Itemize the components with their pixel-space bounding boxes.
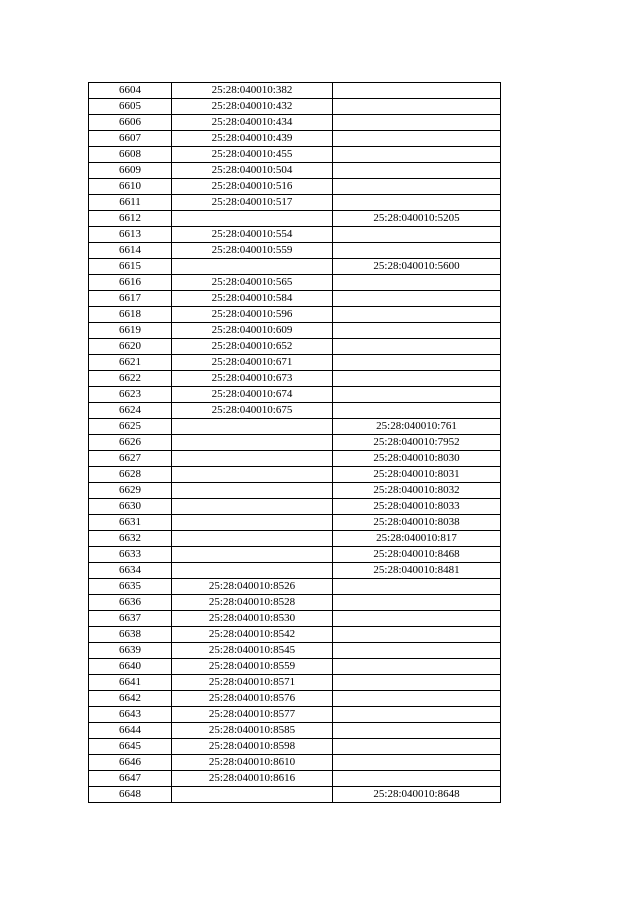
cadastral-number-alt-cell (333, 163, 501, 179)
table-row (89, 275, 501, 291)
cadastral-number-alt-cell (333, 227, 501, 243)
row-number-cell: 6630 (89, 499, 172, 515)
cadastral-number-alt-cell (333, 771, 501, 787)
cadastral-number-cell: 25:28:040010:8598 (172, 739, 333, 755)
cadastral-number-cell (172, 515, 333, 531)
cadastral-number-alt-cell (333, 115, 501, 131)
cadastral-number-alt-cell (333, 291, 501, 307)
cadastral-number-alt-cell (333, 675, 501, 691)
cadastral-number-cell: 25:28:040010:652 (172, 339, 333, 355)
table-row (89, 83, 501, 99)
row-number-cell: 6633 (89, 547, 172, 563)
table-row (89, 579, 501, 595)
cadastral-number-alt-cell: 25:28:040010:5600 (333, 259, 501, 275)
row-number-cell: 6627 (89, 451, 172, 467)
cadastral-number-alt-cell (333, 755, 501, 771)
cadastral-number-cell: 25:28:040010:8571 (172, 675, 333, 691)
cadastral-number-alt-cell (333, 595, 501, 611)
table-row (89, 323, 501, 339)
cadastral-number-cell: 25:28:040010:675 (172, 403, 333, 419)
cadastral-number-alt-cell: 25:28:040010:8031 (333, 467, 501, 483)
row-number-cell: 6637 (89, 611, 172, 627)
row-number-cell: 6647 (89, 771, 172, 787)
table-row (89, 627, 501, 643)
cadastral-number-cell: 25:28:040010:8526 (172, 579, 333, 595)
cadastral-number-cell: 25:28:040010:8542 (172, 627, 333, 643)
row-number-cell: 6631 (89, 515, 172, 531)
table-row (89, 163, 501, 179)
cadastral-number-alt-cell (333, 723, 501, 739)
row-number-cell: 6620 (89, 339, 172, 355)
row-number-cell: 6622 (89, 371, 172, 387)
cadastral-number-cell: 25:28:040010:8545 (172, 643, 333, 659)
table-row (89, 339, 501, 355)
cadastral-number-cell: 25:28:040010:609 (172, 323, 333, 339)
row-number-cell: 6629 (89, 483, 172, 499)
row-number-cell: 6625 (89, 419, 172, 435)
row-number-cell: 6607 (89, 131, 172, 147)
cadastral-number-cell: 25:28:040010:554 (172, 227, 333, 243)
cadastral-number-alt-cell (333, 387, 501, 403)
table-row (89, 371, 501, 387)
cadastral-number-alt-cell (333, 275, 501, 291)
table-row (89, 563, 501, 579)
row-number-cell: 6617 (89, 291, 172, 307)
cadastral-number-cell: 25:28:040010:671 (172, 355, 333, 371)
row-number-cell: 6610 (89, 179, 172, 195)
row-number-cell: 6608 (89, 147, 172, 163)
table-row (89, 179, 501, 195)
table-row (89, 115, 501, 131)
table-row (89, 355, 501, 371)
cadastral-number-alt-cell (333, 195, 501, 211)
cadastral-number-cell: 25:28:040010:517 (172, 195, 333, 211)
cadastral-number-alt-cell: 25:28:040010:5205 (333, 211, 501, 227)
cadastral-number-alt-cell: 25:28:040010:7952 (333, 435, 501, 451)
row-number-cell: 6613 (89, 227, 172, 243)
cadastral-number-alt-cell (333, 611, 501, 627)
row-number-cell: 6609 (89, 163, 172, 179)
cadastral-number-alt-cell (333, 627, 501, 643)
row-number-cell: 6616 (89, 275, 172, 291)
row-number-cell: 6618 (89, 307, 172, 323)
cadastral-number-alt-cell (333, 339, 501, 355)
cadastral-number-alt-cell (333, 131, 501, 147)
cadastral-number-alt-cell (333, 659, 501, 675)
cadastral-number-cell (172, 787, 333, 803)
row-number-cell: 6606 (89, 115, 172, 131)
cadastral-number-alt-cell: 25:28:040010:8481 (333, 563, 501, 579)
row-number-cell: 6644 (89, 723, 172, 739)
cadastral-number-alt-cell (333, 691, 501, 707)
table-row (89, 675, 501, 691)
cadastral-number-cell: 25:28:040010:8577 (172, 707, 333, 723)
cadastral-number-cell (172, 451, 333, 467)
cadastral-number-alt-cell: 25:28:040010:817 (333, 531, 501, 547)
cadastral-number-alt-cell (333, 579, 501, 595)
row-number-cell: 6605 (89, 99, 172, 115)
cadastral-number-alt-cell (333, 83, 501, 99)
cadastral-number-cell: 25:28:040010:504 (172, 163, 333, 179)
cadastral-number-alt-cell: 25:28:040010:8038 (333, 515, 501, 531)
cadastral-number-alt-cell (333, 179, 501, 195)
cadastral-number-alt-cell: 25:28:040010:8648 (333, 787, 501, 803)
row-number-cell: 6626 (89, 435, 172, 451)
table-row (89, 403, 501, 419)
row-number-cell: 6638 (89, 627, 172, 643)
cadastral-number-alt-cell (333, 243, 501, 259)
table-row (89, 707, 501, 723)
cadastral-number-cell (172, 419, 333, 435)
row-number-cell: 6628 (89, 467, 172, 483)
table-row (89, 595, 501, 611)
cadastral-number-cell: 25:28:040010:674 (172, 387, 333, 403)
row-number-cell: 6623 (89, 387, 172, 403)
cadastral-number-cell (172, 547, 333, 563)
row-number-cell: 6611 (89, 195, 172, 211)
row-number-cell: 6604 (89, 83, 172, 99)
table-row (89, 147, 501, 163)
cadastral-number-alt-cell (333, 707, 501, 723)
cadastral-number-alt-cell: 25:28:040010:8030 (333, 451, 501, 467)
row-number-cell: 6615 (89, 259, 172, 275)
cadastral-number-cell: 25:28:040010:8559 (172, 659, 333, 675)
row-number-cell: 6612 (89, 211, 172, 227)
table-row (89, 419, 501, 435)
table-row (89, 723, 501, 739)
table-row (89, 291, 501, 307)
cadastral-number-cell (172, 531, 333, 547)
table-row (89, 611, 501, 627)
cadastral-number-cell: 25:28:040010:8610 (172, 755, 333, 771)
table-row (89, 307, 501, 323)
cadastral-number-cell (172, 435, 333, 451)
cadastral-number-cell (172, 211, 333, 227)
table-row (89, 483, 501, 499)
table-body (89, 83, 501, 803)
row-number-cell: 6634 (89, 563, 172, 579)
table-row (89, 515, 501, 531)
row-number-cell: 6614 (89, 243, 172, 259)
cadastral-number-alt-cell (333, 99, 501, 115)
table-row (89, 659, 501, 675)
table-row (89, 195, 501, 211)
cadastral-number-alt-cell: 25:28:040010:8032 (333, 483, 501, 499)
cadastral-number-cell: 25:28:040010:8530 (172, 611, 333, 627)
cadastral-number-cell: 25:28:040010:455 (172, 147, 333, 163)
table-row (89, 531, 501, 547)
table-row (89, 467, 501, 483)
table-row (89, 99, 501, 115)
cadastral-number-cell: 25:28:040010:439 (172, 131, 333, 147)
cadastral-number-cell (172, 483, 333, 499)
row-number-cell: 6632 (89, 531, 172, 547)
cadastral-number-cell: 25:28:040010:8585 (172, 723, 333, 739)
table-row (89, 435, 501, 451)
table-row (89, 787, 501, 803)
table-row (89, 499, 501, 515)
cadastral-number-alt-cell (333, 643, 501, 659)
cadastral-number-alt-cell (333, 403, 501, 419)
cadastral-number-alt-cell (333, 355, 501, 371)
cadastral-number-cell: 25:28:040010:559 (172, 243, 333, 259)
cadastral-number-cell: 25:28:040010:565 (172, 275, 333, 291)
table-row (89, 691, 501, 707)
cadastral-number-cell: 25:28:040010:382 (172, 83, 333, 99)
row-number-cell: 6643 (89, 707, 172, 723)
cadastral-number-cell: 25:28:040010:584 (172, 291, 333, 307)
cadastral-number-cell: 25:28:040010:432 (172, 99, 333, 115)
table-row (89, 547, 501, 563)
table-row (89, 771, 501, 787)
row-number-cell: 6624 (89, 403, 172, 419)
table-row (89, 643, 501, 659)
cadastral-number-alt-cell: 25:28:040010:8468 (333, 547, 501, 563)
table-row (89, 755, 501, 771)
cadastral-number-alt-cell (333, 323, 501, 339)
cadastral-number-cell: 25:28:040010:8576 (172, 691, 333, 707)
row-number-cell: 6641 (89, 675, 172, 691)
table-row (89, 131, 501, 147)
cadastral-number-cell: 25:28:040010:673 (172, 371, 333, 387)
cadastral-number-cell: 25:28:040010:516 (172, 179, 333, 195)
row-number-cell: 6645 (89, 739, 172, 755)
cadastral-number-cell (172, 259, 333, 275)
row-number-cell: 6646 (89, 755, 172, 771)
cadastral-number-cell: 25:28:040010:8616 (172, 771, 333, 787)
cadastral-number-alt-cell: 25:28:040010:8033 (333, 499, 501, 515)
row-number-cell: 6619 (89, 323, 172, 339)
row-number-cell: 6642 (89, 691, 172, 707)
table-row (89, 227, 501, 243)
row-number-cell: 6636 (89, 595, 172, 611)
cadastral-number-cell (172, 467, 333, 483)
row-number-cell: 6648 (89, 787, 172, 803)
cadastral-number-cell: 25:28:040010:434 (172, 115, 333, 131)
cadastral-number-alt-cell (333, 147, 501, 163)
cadastral-number-alt-cell (333, 739, 501, 755)
table-row (89, 387, 501, 403)
table-row (89, 243, 501, 259)
table-row (89, 211, 501, 227)
cadastral-number-alt-cell: 25:28:040010:761 (333, 419, 501, 435)
row-number-cell: 6635 (89, 579, 172, 595)
cadastral-number-cell: 25:28:040010:596 (172, 307, 333, 323)
cadastral-number-alt-cell (333, 307, 501, 323)
cadastral-number-cell: 25:28:040010:8528 (172, 595, 333, 611)
table-row (89, 259, 501, 275)
row-number-cell: 6640 (89, 659, 172, 675)
row-number-cell: 6621 (89, 355, 172, 371)
cadastral-number-alt-cell (333, 371, 501, 387)
row-number-cell: 6639 (89, 643, 172, 659)
cadastral-table (88, 82, 501, 803)
table-row (89, 739, 501, 755)
cadastral-number-cell (172, 499, 333, 515)
table-row (89, 451, 501, 467)
cadastral-number-cell (172, 563, 333, 579)
